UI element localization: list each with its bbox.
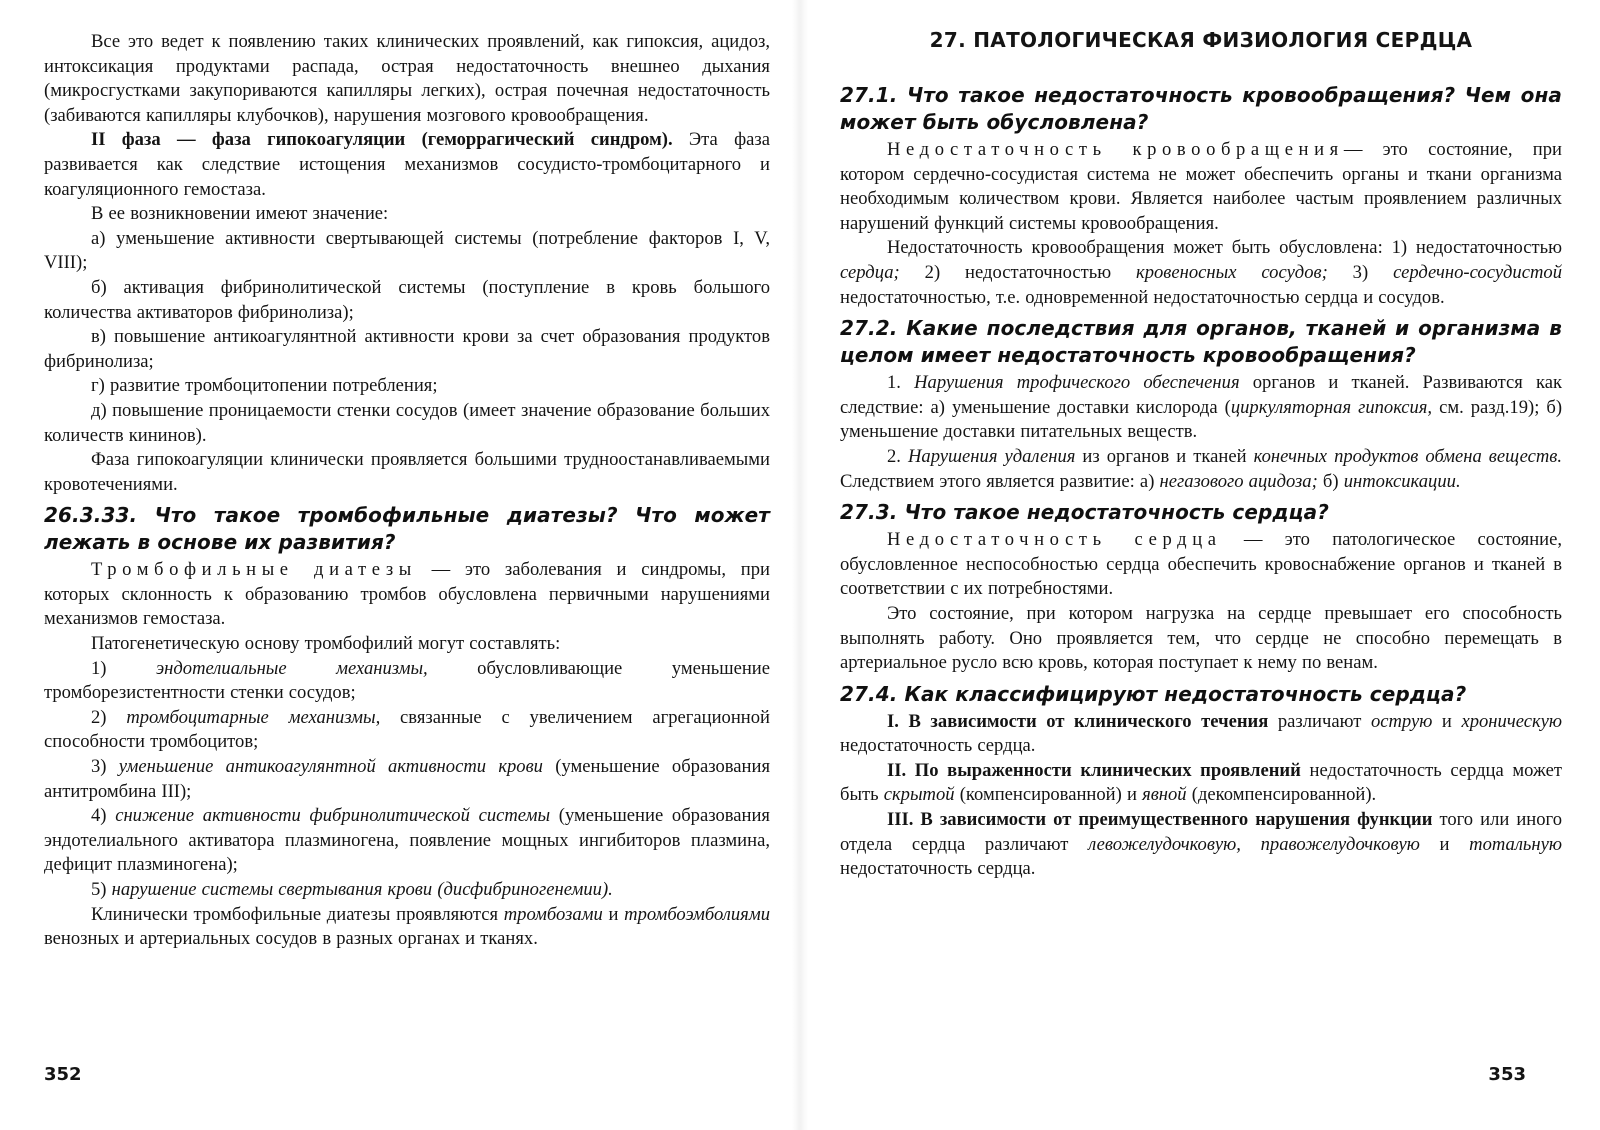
paragraph: Это состояние, при котором нагрузка на сердце превышает его способность выполнять работу. Оно проявляется тем, что сердце не способно перемещать в артериальное русло всю кровь, которая поступает к нему по венам.: [840, 602, 1562, 674]
list-item: а) уменьшение активности свертывающей системы (потребление факторов I, V, VIII);: [44, 227, 770, 274]
paragraph: В ее возникновении имеют значение:: [91, 203, 389, 225]
question-heading: 27.3. Что такое недостаточность сердца?: [840, 500, 1329, 525]
question-heading: 27.2. Какие последствия для органов, тканей и организма в целом имеет недостаточность кровообращения?: [840, 316, 1562, 368]
chapter-title: 27. ПАТОЛОГИЧЕСКАЯ ФИЗИОЛОГИЯ СЕРДЦА: [929, 28, 1473, 52]
list-item: г) развитие тромбоцитопении потребления;: [91, 375, 438, 397]
list-item: б) активация фибринолитической системы (поступление в кровь большого количества активаторов фибринолиза);: [44, 276, 770, 323]
paragraph: Недостаточность кровообращения может быть обусловлена: 1) недостаточностью сердца; 2) недостаточностью кровеносных сосудов; 3) сердечно-сосудистой недостаточностью, т.е. одновременной недостаточностью сердца и сосудов.: [840, 237, 1563, 308]
paragraph: II фаза — фаза гипокоагуляции (геморрагический синдром). Эта фаза развивается как следствие истощения механизмов сосудисто-тромбоцитарного и коагуляционного гемостаза.: [44, 129, 770, 200]
question-heading: 27.4. Как классифицируют недостаточность сердца?: [840, 681, 1467, 706]
paragraph: Недостаточность кровообращения— это состояние, при котором сердечно-сосудистая система не может обеспечить органы и ткани организма необходимым количеством крови. Является наиболее частым проявлением различных нарушений функций системы кровообращения.: [840, 139, 1562, 234]
term: Тромбофильные диатезы: [91, 559, 417, 581]
right-page: [800, 0, 1600, 1130]
question-heading: 26.3.33. Что такое тромбофильные диатезы? Что может лежать в основе их развития?: [44, 503, 770, 555]
question-heading: 27.1. Что такое недостаточность кровообращения? Чем она может быть обусловлена?: [840, 83, 1562, 134]
paragraph: Клинически тромбофильные диатезы проявляются тромбозами и тромбоэмболиями венозных и артериальных сосудов в разных органах и тканях.: [44, 903, 770, 950]
list-item: 1) эндотелиальные механизмы, обусловливающие уменьшение тромборезистентности стенки сосудов;: [44, 657, 770, 704]
paragraph: Фаза гипокоагуляции клинически проявляется большими трудноостанавливаемыми кровотечениями.: [44, 449, 770, 495]
paragraph: Тромбофильные диатезы — это заболевания и синдромы, при которых склонность к образованию тромбов обусловлена первичными нарушениями механизмов гемостаза.: [44, 559, 770, 630]
paragraph: Недостаточность сердца — это патологическое состояние, обусловленное неспособностью сердца обеспечить кровоснабжение органов и тканей в соответствии с их потребностями.: [840, 529, 1562, 600]
list-item: д) повышение проницаемости стенки сосудов (имеет значение образование больших количеств кининов).: [44, 399, 770, 446]
term: Недостаточность кровообращения: [887, 139, 1344, 160]
list-item: 2) тромбоцитарные механизмы, связанные с увеличением агрегационной способности тромбоцитов;: [44, 706, 770, 753]
page-number: 353: [1488, 1064, 1526, 1085]
paragraph: 1. Нарушения трофического обеспечения органов и тканей. Развиваются как следствие: а) уменьшение доставки кислорода (циркуляторная гипоксия, см. разд.19); б) уменьшение доставки питательных веществ.: [840, 372, 1563, 443]
paragraph: II. По выраженности клинических проявлений недостаточность сердца может быть скрытой (компенсированной) и явной (декомпенсированной).: [840, 759, 1562, 806]
paragraph: Патогенетическую основу тромбофилий могут составлять:: [91, 633, 561, 655]
paragraph: I. В зависимости от клинического течения различают острую и хроническую недостаточность сердца.: [840, 710, 1563, 757]
list-item: 3) уменьшение антикоагулянтной активности крови (уменьшение образования антитромбина III);: [44, 756, 771, 802]
list-item: 4) снижение активности фибринолитической системы (уменьшение образования эндотелиального активатора плазминогена, появление мощных ингибиторов плазмина, дефицит плазминогена);: [44, 805, 770, 876]
page-number: 352: [44, 1064, 82, 1085]
paragraph: 2. Нарушения удаления из органов и тканей конечных продуктов обмена веществ. Следствием этого является развитие: а) негазового ацидоза; б) интоксикации.: [840, 445, 1562, 492]
term: Недостаточность сердца: [887, 529, 1222, 551]
paragraph: III. В зависимости от преимущественного нарушения функции того или иного отдела сердца различают левожелудочковую, правожелудочковую и тотальную недостаточность сердца.: [840, 809, 1563, 880]
phase-heading: II фаза — фаза гипокоагуляции (геморрагический синдром).: [91, 129, 673, 151]
paragraph: Все это ведет к появлению таких клинических проявлений, как гипоксия, ацидоз, интоксикация продуктами распада, острая недостаточность внешнео дыхания (микросгустками закупориваются капилляры легких), острая почечная недостаточность (забиваются капилляры клубочков), нарушения мозгового кровообращения.: [44, 31, 770, 126]
list-item: в) повышение антикоагулянтной активности крови за счет образования продуктов фибринолиза;: [44, 326, 770, 372]
list-item: 5) нарушение системы свертывания крови (дисфибриногенемии).: [91, 879, 613, 900]
